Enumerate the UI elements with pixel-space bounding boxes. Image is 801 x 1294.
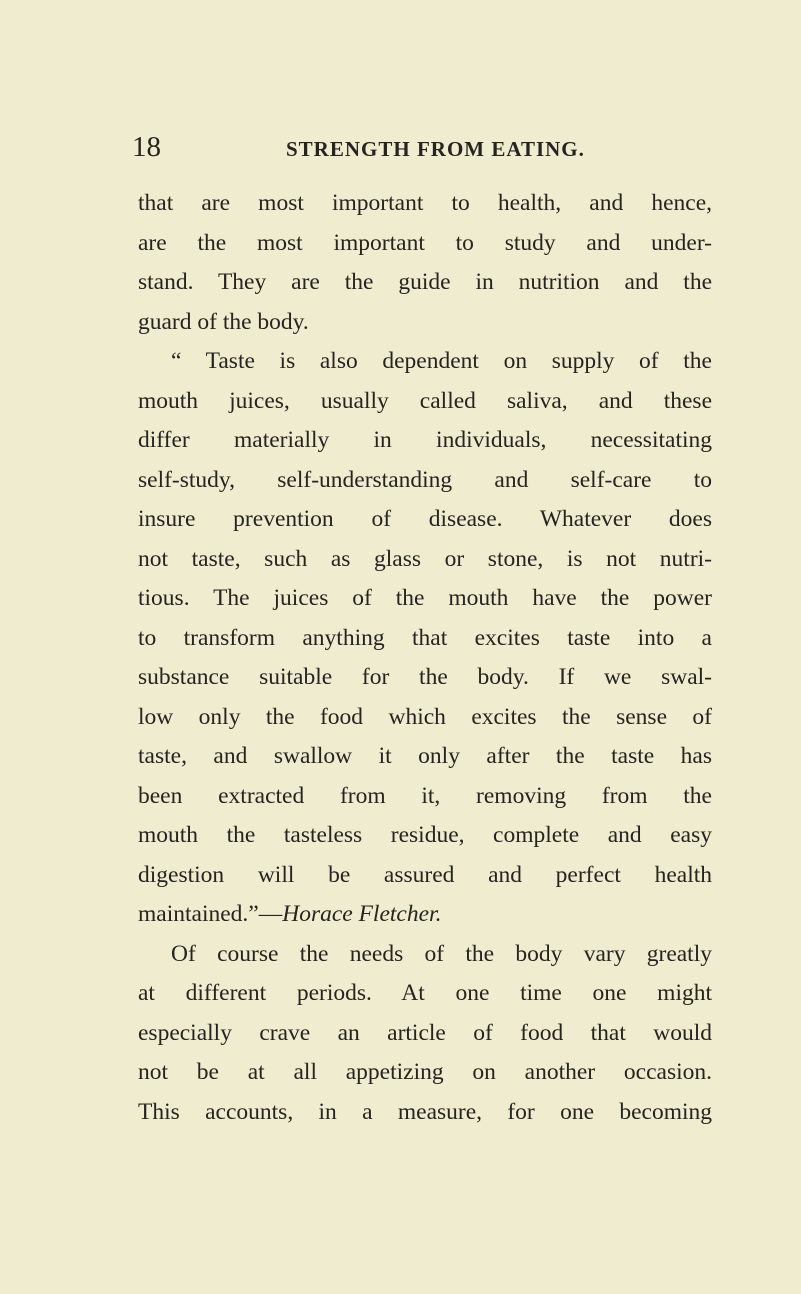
body-text xyxy=(138,184,712,1132)
text-line: self-study, self-understanding and self-care to xyxy=(138,466,712,493)
running-head: STRENGTH FROM EATING. xyxy=(286,137,585,161)
page-header xyxy=(132,130,712,164)
text-line: are the most important to study and under- xyxy=(138,229,712,256)
text-line: insure prevention of disease. Whatever does xyxy=(138,506,712,532)
text-line: Of course the needs of the body vary greatly xyxy=(171,940,712,967)
text-line: not taste, such as glass or stone, is not nutri- xyxy=(138,545,712,572)
text-line: tious. The juices of the mouth have the power xyxy=(138,585,712,611)
text-line-attribution xyxy=(138,895,712,935)
text-line: mouth the tasteless residue, complete and easy xyxy=(138,822,712,848)
text-line: “ Taste is also dependent on supply of the xyxy=(171,348,712,374)
quote-attribution: Horace Fletcher. xyxy=(282,901,442,927)
text-line: maintained.”— xyxy=(138,901,283,927)
text-line: digestion will be assured and perfect health xyxy=(138,861,712,888)
text-line: low only the food which excites the sense of xyxy=(138,703,712,730)
text-line: guard of the body. xyxy=(138,308,309,335)
text-line: differ materially in individuals, necessitating xyxy=(138,427,712,453)
text-line: not be at all appetizing on another occasion. xyxy=(138,1059,712,1085)
text-line: that are most important to health, and hence, xyxy=(138,190,712,216)
text-line: at different periods. At one time one might xyxy=(138,980,712,1006)
text-line: been extracted from it, removing from the xyxy=(138,782,712,809)
text-line: substance suitable for the body. If we swal- xyxy=(138,664,712,690)
text-line: taste, and swallow it only after the taste has xyxy=(138,743,712,769)
text-line: mouth juices, usually called saliva, and these xyxy=(138,387,712,414)
page-number: 18 xyxy=(132,131,161,163)
text-line: This accounts, in a measure, for one becoming xyxy=(138,1098,712,1125)
text-line: especially crave an article of food that would xyxy=(138,1019,712,1046)
text-line: stand. They are the guide in nutrition and the xyxy=(138,269,712,295)
text-line: to transform anything that excites taste into a xyxy=(138,624,712,651)
